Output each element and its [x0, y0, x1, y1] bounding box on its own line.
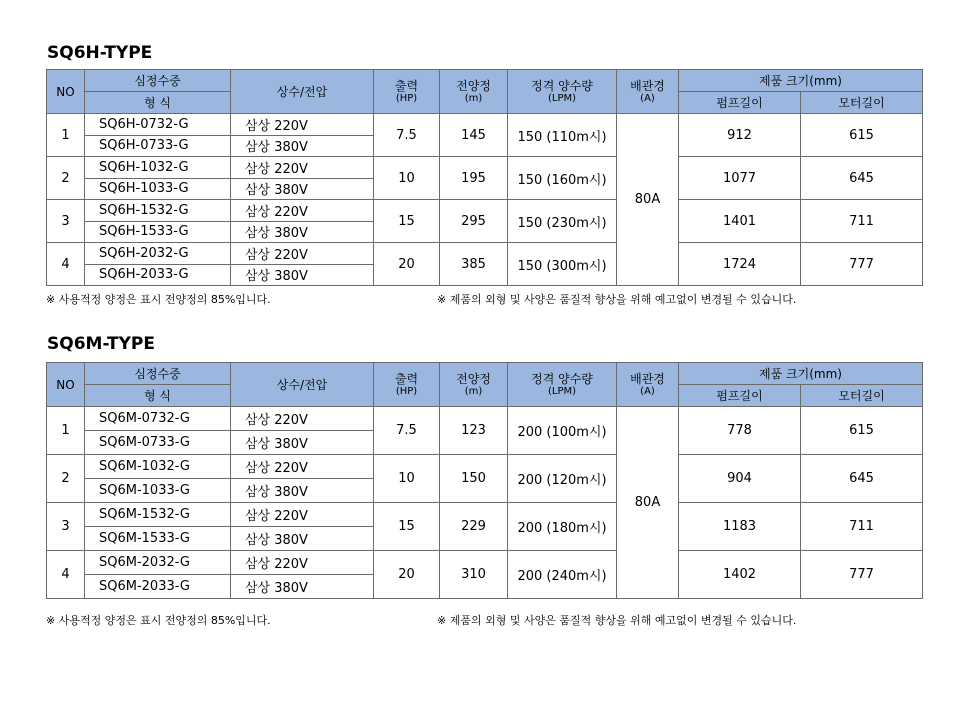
row-number: 1 [47, 407, 85, 455]
section-title-sq6h: SQ6H-TYPE [47, 43, 153, 63]
spec-table-body [47, 363, 923, 599]
header-unit: (HP) [395, 385, 418, 397]
voltage-cell: 삼상 380V [231, 178, 374, 200]
voltage-cell: 삼상 380V [231, 431, 374, 455]
voltage-cell: 삼상 220V [231, 157, 374, 179]
flow-cell: 200 (240m시) [508, 551, 617, 599]
header-output [374, 363, 440, 407]
hp-cell: 10 [374, 455, 440, 503]
motor-length-cell: 645 [801, 455, 923, 503]
header-size: 제품 크기(mm) [679, 363, 923, 385]
row-number: 2 [47, 157, 85, 200]
hp-cell: 7.5 [374, 407, 440, 455]
table-row [47, 503, 923, 527]
hp-cell: 7.5 [374, 114, 440, 157]
motor-length-cell: 711 [801, 503, 923, 551]
header-phase-voltage: 상수/전압 [231, 363, 374, 407]
hp-cell: 10 [374, 157, 440, 200]
section-title-sq6m: SQ6M-TYPE [47, 334, 155, 354]
voltage-cell: 삼상 380V [231, 527, 374, 551]
spec-table-sq6m [46, 362, 923, 599]
model-cell: SQ6H-0732-G [85, 114, 231, 136]
model-cell: SQ6M-2033-G [85, 575, 231, 599]
model-cell: SQ6M-1533-G [85, 527, 231, 551]
voltage-cell: 삼상 220V [231, 243, 374, 265]
note-spec-change: ※ 제품의 외형 및 사양은 품질적 향상을 위해 예고없이 변경될 수 있습니다. [437, 293, 797, 306]
voltage-cell: 삼상 380V [231, 575, 374, 599]
header-label: 정격 양수량 [531, 78, 593, 93]
header-no: NO [47, 70, 85, 114]
header-unit: (A) [640, 385, 655, 397]
header-output [374, 70, 440, 114]
header-pump-len: 펌프길이 [679, 385, 801, 407]
header-label: 출력 [394, 78, 419, 93]
model-cell: SQ6H-1532-G [85, 200, 231, 222]
spec-table-sq6h [46, 69, 923, 286]
model-cell: SQ6M-0733-G [85, 431, 231, 455]
head-cell: 123 [440, 407, 508, 455]
row-number: 4 [47, 243, 85, 286]
row-number: 2 [47, 455, 85, 503]
header-phase-voltage: 상수/전압 [231, 70, 374, 114]
header-label: 배관경 [630, 371, 665, 386]
head-cell: 150 [440, 455, 508, 503]
flow-cell: 200 (100m시) [508, 407, 617, 455]
voltage-cell: 삼상 380V [231, 221, 374, 243]
table-row [47, 114, 923, 136]
header-size: 제품 크기(mm) [679, 70, 923, 92]
header-motor-len: 모터길이 [801, 92, 923, 114]
header-head [440, 70, 508, 114]
pump-length-cell: 778 [679, 407, 801, 455]
flow-cell: 150 (160m시) [508, 157, 617, 200]
pump-length-cell: 1402 [679, 551, 801, 599]
model-cell: SQ6H-0733-G [85, 135, 231, 157]
header-unit: (A) [640, 92, 655, 104]
flow-cell: 150 (300m시) [508, 243, 617, 286]
header-model: 형 식 [85, 385, 231, 407]
voltage-cell: 삼상 220V [231, 455, 374, 479]
head-cell: 385 [440, 243, 508, 286]
header-pipe [617, 70, 679, 114]
motor-length-cell: 645 [801, 157, 923, 200]
header-row [47, 70, 923, 92]
header-pipe [617, 363, 679, 407]
model-cell: SQ6H-1033-G [85, 178, 231, 200]
header-pump-len: 펌프길이 [679, 92, 801, 114]
model-cell: SQ6H-2033-G [85, 264, 231, 286]
model-cell: SQ6M-0732-G [85, 407, 231, 431]
head-cell: 195 [440, 157, 508, 200]
voltage-cell: 삼상 220V [231, 503, 374, 527]
header-label: 전양정 [456, 78, 491, 93]
header-unit: (m) [464, 92, 483, 104]
header-no: NO [47, 363, 85, 407]
hp-cell: 20 [374, 243, 440, 286]
header-flow [508, 70, 617, 114]
header-label: 전양정 [456, 371, 491, 386]
model-cell: SQ6M-1032-G [85, 455, 231, 479]
voltage-cell: 삼상 220V [231, 551, 374, 575]
note-usage-head: ※ 사용적정 양정은 표시 전양정의 85%입니다. [46, 293, 271, 306]
voltage-cell: 삼상 220V [231, 407, 374, 431]
row-number: 3 [47, 503, 85, 551]
row-number: 4 [47, 551, 85, 599]
header-unit: (LPM) [547, 385, 577, 397]
voltage-cell: 삼상 380V [231, 264, 374, 286]
note-usage-head: ※ 사용적정 양정은 표시 전양정의 85%입니다. [46, 614, 271, 627]
header-label: 배관경 [630, 78, 665, 93]
table-row [47, 455, 923, 479]
pump-length-cell: 912 [679, 114, 801, 157]
header-model: 형 식 [85, 92, 231, 114]
head-cell: 145 [440, 114, 508, 157]
header-flow [508, 363, 617, 407]
model-cell: SQ6M-2032-G [85, 551, 231, 575]
header-head [440, 363, 508, 407]
header-row [47, 363, 923, 385]
row-number: 3 [47, 200, 85, 243]
pump-length-cell: 1183 [679, 503, 801, 551]
head-cell: 295 [440, 200, 508, 243]
header-unit: (m) [464, 385, 483, 397]
voltage-cell: 삼상 380V [231, 135, 374, 157]
head-cell: 310 [440, 551, 508, 599]
pump-length-cell: 1077 [679, 157, 801, 200]
header-label: 출력 [394, 371, 419, 386]
hp-cell: 15 [374, 503, 440, 551]
flow-cell: 150 (230m시) [508, 200, 617, 243]
note-spec-change: ※ 제품의 외형 및 사양은 품질적 향상을 위해 예고없이 변경될 수 있습니다. [437, 614, 797, 627]
table-row [47, 200, 923, 222]
model-cell: SQ6H-1533-G [85, 221, 231, 243]
pump-length-cell: 1401 [679, 200, 801, 243]
spec-table-body [47, 70, 923, 286]
model-cell: SQ6M-1033-G [85, 479, 231, 503]
pump-length-cell: 1724 [679, 243, 801, 286]
flow-cell: 150 (110m시) [508, 114, 617, 157]
voltage-cell: 삼상 380V [231, 479, 374, 503]
table-row [47, 243, 923, 265]
header-unit: (LPM) [547, 92, 577, 104]
model-cell: SQ6M-1532-G [85, 503, 231, 527]
hp-cell: 20 [374, 551, 440, 599]
model-cell: SQ6H-1032-G [85, 157, 231, 179]
table-row [47, 551, 923, 575]
header-label: 정격 양수량 [531, 371, 593, 386]
model-cell: SQ6H-2032-G [85, 243, 231, 265]
header-unit: (HP) [395, 92, 418, 104]
pipe-cell: 80A [617, 114, 679, 286]
motor-length-cell: 711 [801, 200, 923, 243]
header-motor-len: 모터길이 [801, 385, 923, 407]
pipe-cell: 80A [617, 407, 679, 599]
header-depth: 심정수중 [85, 363, 231, 385]
hp-cell: 15 [374, 200, 440, 243]
table-row [47, 407, 923, 431]
motor-length-cell: 615 [801, 407, 923, 455]
motor-length-cell: 615 [801, 114, 923, 157]
head-cell: 229 [440, 503, 508, 551]
pump-length-cell: 904 [679, 455, 801, 503]
voltage-cell: 삼상 220V [231, 114, 374, 136]
row-number: 1 [47, 114, 85, 157]
flow-cell: 200 (180m시) [508, 503, 617, 551]
table-row [47, 157, 923, 179]
motor-length-cell: 777 [801, 243, 923, 286]
motor-length-cell: 777 [801, 551, 923, 599]
voltage-cell: 삼상 220V [231, 200, 374, 222]
flow-cell: 200 (120m시) [508, 455, 617, 503]
header-depth: 심정수중 [85, 70, 231, 92]
